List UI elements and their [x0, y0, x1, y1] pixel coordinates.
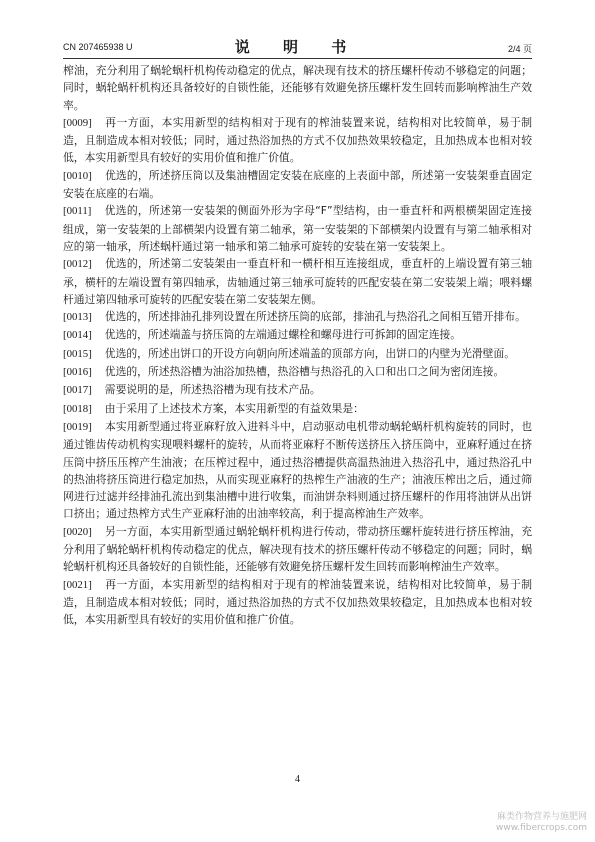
paragraph-0010	[63, 167, 532, 203]
paragraph-number: [0021]	[63, 578, 92, 591]
paragraph-0021	[63, 576, 532, 629]
paragraph-0019	[63, 418, 532, 523]
paragraph-text: 本实用新型通过将亚麻籽放入进料斗中，启动驱动电机带动蜗轮蜗杆机构旋转的同时，也通过锥齿传动机构实现喂料螺杆的旋转，从而将亚麻籽不断传送挤压入挤压筒中，亚麻籽通过在挤压筒中挤压压榨产生油液；在压榨过程中，通过热浴槽提供高温热油进入热浴孔中，通过热浴孔中的热油将挤压筒进行稳定加热，从而实现亚麻籽的热榨生产油液的生产；油液压榨出之后，通过筛网进行过滤并经排油孔流出到集油槽中进行收集，而油饼杂料则通过挤压螺杆的作用将油饼从出饼口挤出；通过热榨方式生产亚麻籽油的出油率较高，利于提高榨油生产效率。	[63, 419, 532, 521]
paragraph-text: 需要说明的是，所述热浴槽为现有技术产品。	[104, 383, 321, 397]
page-info: 2/4 页	[507, 44, 532, 54]
paragraph-text: 再一方面，本实用新型的结构相对于现有的榨油装置来说，结构相对比较简单，易于制造，且制造成本相对较低；同时，通过热浴加热的方式不仅加热效果较稳定，且加热成本也相对较低，本实用新型具有较好的实用价值和推广价值。	[63, 577, 532, 627]
paragraph-text: 优选的，所述挤压筒以及集油槽固定安装在底座的上表面中部，所述第一安装架垂直固定安装在底座的右端。	[63, 168, 532, 201]
watermark	[496, 812, 587, 834]
paragraph-0011	[63, 202, 532, 255]
page-number: 4	[295, 774, 300, 785]
page-title: 说 明 书	[234, 38, 361, 56]
document-number: CN 207465938 U	[63, 42, 133, 52]
paragraph-number: [0019]	[63, 420, 92, 433]
paragraph-number: [0018]	[63, 402, 92, 415]
header-divider	[63, 58, 532, 59]
watermark-line-1: 麻类作物营养与施肥网	[496, 812, 587, 822]
paragraph-0014	[63, 326, 532, 344]
paragraph-text: 再一方面，本实用新型的结构相对于现有的榨油装置来说，结构相对比较简单，易于制造，且制造成本相对较低；同时，通过热浴加热的方式不仅加热效果较稳定，且加热成本也相对较低，本实用新型具有较好的实用价值和推广价值。	[63, 115, 532, 165]
paragraph-text: 优选的，所述第一安装架的侧面外形为字母“F”型结构，由一垂直杆和两根横架固定连接组成，第一安装架的上部横架内设置有第二轴承，第一安装架的下部横架内设置有与第二轴承相对应的第一轴承，所述蜗杆通过第一轴承和第二轴承可旋转的安装在第一安装架上。	[63, 204, 532, 253]
paragraph-number: [0020]	[63, 525, 92, 538]
paragraph-0018	[63, 400, 532, 418]
paragraph-0015	[63, 345, 532, 363]
paragraph-number: [0010]	[63, 169, 92, 182]
paragraph-text: 优选的，所述排油孔排列设置在所述挤压筒的底部，排油孔与热浴孔之间相互错开排布。	[104, 310, 526, 324]
paragraph-text: 另一方面，本实用新型通过蜗轮蜗杆机构进行传动，带动挤压螺杆旋转进行挤压榨油，充分利用了蜗轮蜗杆机构传动稳定的优点，解决现有技术的挤压螺杆传动不够稳定的问题；同时，蜗轮蜗杆机构还具备较好的自锁性能，还能够有效避免挤压螺杆发生回转而影响榨油生产效率。	[63, 524, 532, 574]
paragraph-0009	[63, 114, 532, 167]
paragraph-number: [0014]	[63, 329, 92, 342]
paragraph-text: 优选的，所述端盖与挤压筒的左端通过螺栓和螺母进行可拆卸的固定连接。	[104, 328, 462, 342]
paragraph-number: [0011]	[63, 205, 92, 218]
paragraph-text: 由于采用了上述技术方案，本实用新型的有益效果是：	[104, 401, 364, 415]
paragraph-0012	[63, 255, 532, 308]
paragraph-text: 优选的，所述热浴槽为油浴加热槽，热浴槽与热浴孔的入口和出口之间为密闭连接。	[104, 365, 505, 379]
paragraph-number: [0009]	[63, 116, 92, 129]
page-header	[63, 36, 532, 56]
document-body	[63, 62, 532, 629]
paragraph-number: [0016]	[63, 366, 92, 379]
paragraph-text: 榨油，充分利用了蜗轮蜗杆机构传动稳定的优点，解决现有技术的挤压螺杆传动不够稳定的问题；同时，蜗轮蜗杆机构还具备较好的自锁性能，还能够有效避免挤压螺杆发生回转而影响榨油生产效率。	[63, 64, 532, 112]
paragraph-text: 优选的，所述出饼口的开设方向朝向所述端盖的顶部方向，出饼口的内壁为光滑壁面。	[104, 346, 516, 360]
paragraph-number: [0012]	[63, 258, 92, 271]
paragraph-0017	[63, 381, 532, 399]
paragraph-0020	[63, 523, 532, 576]
paragraph-number: [0017]	[63, 384, 92, 397]
paragraph-number: [0013]	[63, 311, 92, 324]
paragraph-0013	[63, 308, 532, 326]
paragraph-text: 优选的，所述第二安装架由一垂直杆和一横杆相互连接组成，垂直杆的上端设置有第三轴承，横杆的左端设置有第四轴承，齿轴通过第三轴承可旋转的匹配安装在第二安装架上端；喂料螺杆通过第四轴承可旋转的匹配安装在第二安装架左侧。	[63, 257, 532, 306]
paragraph-continuation	[63, 62, 532, 114]
watermark-line-2: www.fibercrops.com	[496, 823, 587, 833]
paragraph-0016	[63, 363, 532, 381]
paragraph-number: [0015]	[63, 347, 92, 360]
